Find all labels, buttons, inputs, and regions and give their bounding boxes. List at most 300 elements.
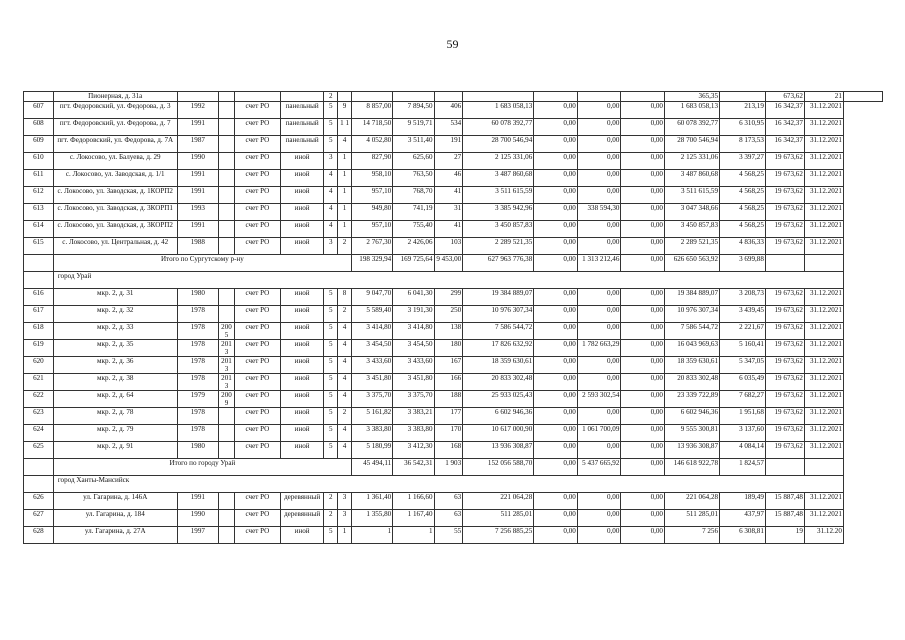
cell-date: 31.12.2021: [804, 408, 843, 425]
cell-fund-region: 0,00: [577, 136, 621, 153]
cell-residents: 1 903: [434, 459, 463, 476]
cell-fund-federal: 0,00: [534, 408, 578, 425]
cell-limit: 19 673,62: [765, 374, 804, 391]
cell-year: 1979: [177, 391, 218, 408]
cell-per-m2: 1 824,57: [720, 459, 766, 476]
cell-fund-federal: 0,00: [534, 204, 578, 221]
table-row: [24, 136, 883, 153]
table-cell: [338, 92, 352, 102]
cell-cost: 10 617 000,90: [463, 425, 534, 442]
cell-date: 31.12.2021: [804, 493, 843, 510]
cell-area-living: 36 542,31: [393, 459, 434, 476]
cell-address: с. Локосово, ул. Заводская, д. 3КОРП1: [53, 204, 177, 221]
cell-area-living: 3 414,80: [393, 323, 434, 340]
table-cell: [177, 92, 218, 102]
cell-area-living: 3 375,70: [393, 391, 434, 408]
cell-year: 1978: [177, 357, 218, 374]
cell-area-living: 3 433,60: [393, 357, 434, 374]
cell-material: иной: [280, 306, 324, 323]
table-cell: [765, 255, 804, 272]
table-row: [24, 221, 883, 238]
cell-date: 31.12.2021: [804, 170, 843, 187]
cell-year: 1978: [177, 323, 218, 340]
cell-residents: 55: [434, 527, 463, 544]
cell-address: ул. Гагарина, д. 27А: [53, 527, 177, 544]
cell-area-total: 198 329,94: [351, 255, 392, 272]
cell-year-renov: [218, 442, 234, 459]
cell-fund-local: 0,00: [621, 289, 665, 306]
cell-entrances: 1: [338, 170, 352, 187]
table-cell: [804, 255, 843, 272]
cell-residents: 534: [434, 119, 463, 136]
cell-per-m2: 4 568,25: [720, 204, 766, 221]
cell-per-m2: 5 160,41: [720, 340, 766, 357]
cell-num: 615: [24, 238, 54, 255]
cell-owners-fund: 10 976 307,34: [664, 306, 719, 323]
table-cell: [280, 92, 324, 102]
cell-floors: 5: [324, 136, 338, 153]
cell-fund-region: 0,00: [577, 238, 621, 255]
cell-date: 31.12.2021: [804, 510, 843, 527]
cell-year-renov: [218, 493, 234, 510]
cell-fund: счет РО: [235, 306, 281, 323]
cell-cost: 2 289 521,35: [463, 238, 534, 255]
cell-area-total: 2 767,30: [351, 238, 392, 255]
cell-num: 619: [24, 340, 54, 357]
cell-fund-region: 5 437 665,92: [577, 459, 621, 476]
table-cell: [577, 92, 621, 102]
cell-area-living: 768,70: [393, 187, 434, 204]
cell-fund-local: 0,00: [621, 459, 665, 476]
cell-owners-fund: 626 650 563,92: [664, 255, 719, 272]
cell-num: 620: [24, 357, 54, 374]
cell-num: 613: [24, 204, 54, 221]
cell-fund: счет РО: [235, 136, 281, 153]
cell-material: иной: [280, 238, 324, 255]
table-cell: [463, 92, 534, 102]
cell-fund: счет РО: [235, 408, 281, 425]
cell-fund-federal: 0,00: [534, 255, 578, 272]
cell-limit: 19 673,62: [765, 221, 804, 238]
cell-per-m2: 7 682,27: [720, 391, 766, 408]
cell-num: 616: [24, 289, 54, 306]
cell-year: 1991: [177, 493, 218, 510]
cell-fund-federal: 0,00: [534, 102, 578, 119]
cell-fund-region: 0,00: [577, 493, 621, 510]
cell-owners-fund: 60 078 392,77: [664, 119, 719, 136]
cell-floors: 5: [324, 323, 338, 340]
cell-year-renov: [218, 102, 234, 119]
cell-material: иной: [280, 170, 324, 187]
cell-date: 31.12.2021: [804, 102, 843, 119]
cell-floors: 5: [324, 119, 338, 136]
total-label: Итого по Сургутскому р-ну: [53, 255, 351, 272]
cell-address: мкр. 2, д. 64: [53, 391, 177, 408]
cell-year-renov: [218, 119, 234, 136]
cell-residents: 27: [434, 153, 463, 170]
cell-date: 31.12.2021: [804, 442, 843, 459]
table-row: [24, 408, 883, 425]
cell-fund-local: 0,00: [621, 119, 665, 136]
cell-cost: 17 826 632,92: [463, 340, 534, 357]
table-row: [24, 442, 883, 459]
cell-fund-federal: 0,00: [534, 238, 578, 255]
cell-fund-local: 0,00: [621, 527, 665, 544]
cell-fund-local: 0,00: [621, 493, 665, 510]
cell-address: ул. Гагарина, д. 146А: [53, 493, 177, 510]
cell-cost: 60 078 392,77: [463, 119, 534, 136]
cell-year: 1991: [177, 119, 218, 136]
cell-fund-federal: 0,00: [534, 510, 578, 527]
cell-per-m2: 3 137,60: [720, 425, 766, 442]
cell-address: с. Локосово, ул. Заводская, д. 1/1: [53, 170, 177, 187]
cell-area-living: 3 454,50: [393, 340, 434, 357]
cell-year: 1978: [177, 340, 218, 357]
cell-fund-federal: 0,00: [534, 374, 578, 391]
cell-address: с. Локосово, ул. Заводская, д. 3КОРП2: [53, 221, 177, 238]
cell-fund-region: 0,00: [577, 357, 621, 374]
cell-area-total: 957,10: [351, 221, 392, 238]
cell-residents: 41: [434, 221, 463, 238]
cell-owners-fund: 16 043 969,63: [664, 340, 719, 357]
cell-area-total: 3 454,50: [351, 340, 392, 357]
cell-area-living: 3 191,30: [393, 306, 434, 323]
cell-num: [24, 92, 54, 102]
cell-limit: 19 673,62: [765, 357, 804, 374]
cell-cost: 19 384 889,07: [463, 289, 534, 306]
cell-address: ул. Гагарина, д. 184: [53, 510, 177, 527]
cell-fund: счет РО: [235, 425, 281, 442]
cell-residents: 170: [434, 425, 463, 442]
cell-owners-fund: 19 384 889,07: [664, 289, 719, 306]
cell-date: 31.12.2021: [804, 221, 843, 238]
cell-per-m2: 4 568,25: [720, 170, 766, 187]
cell-floors: 3: [324, 238, 338, 255]
cell-fund-federal: 0,00: [534, 442, 578, 459]
cell-limit: 19 673,62: [765, 204, 804, 221]
cell-entrances: 4: [338, 340, 352, 357]
cell-fund-federal: 0,00: [534, 425, 578, 442]
cell-limit: 16 342,37: [765, 102, 804, 119]
cell-fund-federal: 0,00: [534, 340, 578, 357]
cell-fund: счет РО: [235, 374, 281, 391]
cell-num: 608: [24, 119, 54, 136]
cell-year-renov: [218, 306, 234, 323]
cell-date: 31.12.2021: [804, 187, 843, 204]
cell-owners-fund: 23 339 722,89: [664, 391, 719, 408]
cell-floors: 5: [324, 340, 338, 357]
cell-num: [24, 255, 54, 272]
cell-owners-fund: 3 450 857,83: [664, 221, 719, 238]
cell-date: 21: [804, 92, 843, 102]
cell-floors: 2: [324, 92, 338, 102]
cell-material: иной: [280, 153, 324, 170]
cell-floors: 2: [324, 493, 338, 510]
cell-area-total: 14 718,50: [351, 119, 392, 136]
cell-per-m2: 3 397,27: [720, 153, 766, 170]
table-row: [24, 187, 883, 204]
cell-owners-fund: 28 700 546,94: [664, 136, 719, 153]
cell-year-renov: [218, 510, 234, 527]
cell-cost: 3 511 615,59: [463, 187, 534, 204]
cell-fund-local: 0,00: [621, 306, 665, 323]
table-row: [24, 306, 883, 323]
cell-cost: 511 285,01: [463, 510, 534, 527]
cell-owners-fund: 7 256: [664, 527, 719, 544]
cell-fund-local: 0,00: [621, 221, 665, 238]
cell-fund: счет РО: [235, 442, 281, 459]
table-row: [24, 153, 883, 170]
cell-fund-region: 338 594,30: [577, 204, 621, 221]
cell-floors: 4: [324, 204, 338, 221]
cell-fund-region: 0,00: [577, 221, 621, 238]
cell-fund-region: 1 313 212,46: [577, 255, 621, 272]
cell-entrances: 4: [338, 391, 352, 408]
cell-owners-fund: 3 487 860,68: [664, 170, 719, 187]
section-heading: город Урай: [53, 272, 843, 289]
cell-per-m2: 6 310,95: [720, 119, 766, 136]
cell-area-total: 5 180,99: [351, 442, 392, 459]
cell-address: пгт. Федоровский, ул. Федорова, д. 7А: [53, 136, 177, 153]
cell-area-total: 949,80: [351, 204, 392, 221]
cell-fund: счет РО: [235, 170, 281, 187]
cell-fund-region: 0,00: [577, 527, 621, 544]
cell-residents: 103: [434, 238, 463, 255]
cell-fund: счет РО: [235, 221, 281, 238]
cell-area-living: 3 511,40: [393, 136, 434, 153]
cell-cost: 28 700 546,94: [463, 136, 534, 153]
cell-entrances: 4: [338, 136, 352, 153]
cell-floors: 5: [324, 442, 338, 459]
cell-num: 625: [24, 442, 54, 459]
cell-fund: счет РО: [235, 187, 281, 204]
cell-address: пгт. Федоровский, ул. Федорова, д. 7: [53, 119, 177, 136]
table-row: [24, 255, 883, 272]
cell-year-renov: 2009: [218, 391, 234, 408]
cell-year: 1980: [177, 289, 218, 306]
cell-date: 31.12.2021: [804, 306, 843, 323]
cell-num: 622: [24, 391, 54, 408]
cell-residents: 9 453,00: [434, 255, 463, 272]
cell-per-m2: 4 568,25: [720, 221, 766, 238]
cell-entrances: 1 1: [338, 119, 352, 136]
cell-material: панельный: [280, 119, 324, 136]
cell-residents: 180: [434, 340, 463, 357]
cell-limit: 19 673,62: [765, 153, 804, 170]
cell-fund: счет РО: [235, 391, 281, 408]
cell-fund-local: 0,00: [621, 170, 665, 187]
cell-floors: 4: [324, 187, 338, 204]
table-row: [24, 510, 883, 527]
cell-fund-federal: 0,00: [534, 391, 578, 408]
cell-per-m2: 1 951,68: [720, 408, 766, 425]
cell-cost: 1 683 058,13: [463, 102, 534, 119]
cell-material: иной: [280, 374, 324, 391]
cell-fund: счет РО: [235, 102, 281, 119]
cell-owners-fund: 13 936 308,87: [664, 442, 719, 459]
cell-num: [24, 272, 54, 289]
table-row: [24, 238, 883, 255]
cell-area-living: 3 383,80: [393, 425, 434, 442]
table-row: [24, 357, 883, 374]
cell-year-renov: [218, 425, 234, 442]
cell-material: иной: [280, 527, 324, 544]
cell-cost: 7 256 885,25: [463, 527, 534, 544]
cell-year: 1978: [177, 408, 218, 425]
cell-per-m2: 437,97: [720, 510, 766, 527]
cell-fund-federal: 0,00: [534, 289, 578, 306]
cell-address: мкр. 2, д. 38: [53, 374, 177, 391]
cell-material: иной: [280, 391, 324, 408]
table-row: [24, 289, 883, 306]
cell-entrances: 2: [338, 306, 352, 323]
table-row: [24, 323, 883, 340]
cell-fund: счет РО: [235, 323, 281, 340]
cell-fund-federal: 0,00: [534, 527, 578, 544]
cell-floors: 5: [324, 374, 338, 391]
cell-fund: счет РО: [235, 119, 281, 136]
table-cell: [534, 92, 578, 102]
cell-fund-region: 0,00: [577, 408, 621, 425]
cell-fund-region: 0,00: [577, 289, 621, 306]
cell-material: иной: [280, 357, 324, 374]
cell-limit: 19 673,62: [765, 187, 804, 204]
cell-owners-fund: 1 683 058,13: [664, 102, 719, 119]
cell-area-total: 3 414,80: [351, 323, 392, 340]
cell-area-total: 1 355,80: [351, 510, 392, 527]
cell-floors: 5: [324, 408, 338, 425]
cell-date: 31.12.2021: [804, 119, 843, 136]
cell-material: иной: [280, 425, 324, 442]
cell-owners-fund: 511 285,01: [664, 510, 719, 527]
table-cell: [351, 92, 392, 102]
cell-num: 609: [24, 136, 54, 153]
cell-area-living: 755,40: [393, 221, 434, 238]
cell-address: пгт. Федоровский, ул. Федорова, д. 3: [53, 102, 177, 119]
cell-area-total: 1 361,40: [351, 493, 392, 510]
cell-year-renov: [218, 187, 234, 204]
cell-owners-fund: 3 511 615,59: [664, 187, 719, 204]
cell-num: 623: [24, 408, 54, 425]
cell-date: 31.12.2021: [804, 238, 843, 255]
cell-address: с. Локосово, ул. Центральная, д. 42: [53, 238, 177, 255]
cell-floors: 5: [324, 306, 338, 323]
cell-fund-federal: 0,00: [534, 153, 578, 170]
table-row: [24, 204, 883, 221]
cell-owners-fund: 221 064,28: [664, 493, 719, 510]
cell-owners-fund: 2 125 331,06: [664, 153, 719, 170]
cell-floors: 5: [324, 391, 338, 408]
cell-area-living: 1 167,40: [393, 510, 434, 527]
cell-num: 621: [24, 374, 54, 391]
cell-entrances: 1: [338, 221, 352, 238]
cell-date: 31.12.2021: [804, 357, 843, 374]
table-cell: [765, 459, 804, 476]
cell-fund-region: 0,00: [577, 306, 621, 323]
cell-floors: 5: [324, 289, 338, 306]
cell-date: 31.12.2021: [804, 391, 843, 408]
table-row: [24, 425, 883, 442]
cell-fund-region: 1 061 700,09: [577, 425, 621, 442]
cell-cost: 25 933 025,43: [463, 391, 534, 408]
table-cell: [804, 459, 843, 476]
cell-fund-federal: 0,00: [534, 323, 578, 340]
cell-owners-fund: 2 289 521,35: [664, 238, 719, 255]
cell-material: иной: [280, 340, 324, 357]
cell-per-m2: 6 308,81: [720, 527, 766, 544]
table-row: [24, 527, 883, 544]
cell-fund-local: 0,00: [621, 187, 665, 204]
table-row: [24, 102, 883, 119]
cell-per-m2: 3 439,45: [720, 306, 766, 323]
cell-fund-federal: 0,00: [534, 493, 578, 510]
cell-floors: 4: [324, 221, 338, 238]
cell-fund: счет РО: [235, 340, 281, 357]
cell-date: 31.12.2021: [804, 425, 843, 442]
cell-address: Пионерная, д. 31а: [53, 92, 177, 102]
cell-limit: 19 673,62: [765, 289, 804, 306]
cell-year-renov: [218, 527, 234, 544]
cell-fund: счет РО: [235, 153, 281, 170]
cell-year: 1990: [177, 510, 218, 527]
cell-owners-fund: 7 586 544,72: [664, 323, 719, 340]
cell-year: 1978: [177, 374, 218, 391]
cell-year: 1992: [177, 102, 218, 119]
cell-date: 31.12.2021: [804, 153, 843, 170]
cell-residents: 166: [434, 374, 463, 391]
cell-entrances: 9: [338, 102, 352, 119]
table-cell: [434, 92, 463, 102]
cell-address: мкр. 2, д. 31: [53, 289, 177, 306]
cell-residents: 63: [434, 510, 463, 527]
cell-year-renov: [218, 408, 234, 425]
cell-residents: 63: [434, 493, 463, 510]
cell-per-m2: 3 699,88: [720, 255, 766, 272]
cell-fund: счет РО: [235, 527, 281, 544]
cell-address: мкр. 2, д. 35: [53, 340, 177, 357]
cell-year: 1990: [177, 153, 218, 170]
cell-fund-local: 0,00: [621, 408, 665, 425]
cell-num: 617: [24, 306, 54, 323]
cell-fund-region: 0,00: [577, 153, 621, 170]
cell-floors: 5: [324, 357, 338, 374]
cell-material: иной: [280, 323, 324, 340]
cell-cost: 3 487 860,68: [463, 170, 534, 187]
cell-area-living: 2 426,06: [393, 238, 434, 255]
cell-cost: 2 125 331,06: [463, 153, 534, 170]
cell-material: деревянный: [280, 510, 324, 527]
cell-date: 31.12.2021: [804, 323, 843, 340]
cell-fund-region: 2 593 302,54: [577, 391, 621, 408]
cell-limit: 19: [765, 527, 804, 544]
table-row: [24, 374, 883, 391]
cell-limit: 673,62: [765, 92, 804, 102]
cell-year-renov: [218, 136, 234, 153]
cell-fund-region: 0,00: [577, 170, 621, 187]
cell-fund-local: 0,00: [621, 391, 665, 408]
cell-fund: счет РО: [235, 510, 281, 527]
cell-year-renov: [218, 204, 234, 221]
cell-address: мкр. 2, д. 33: [53, 323, 177, 340]
cell-fund-local: 0,00: [621, 442, 665, 459]
cell-num: 628: [24, 527, 54, 544]
cell-entrances: 1: [338, 204, 352, 221]
cell-num: 607: [24, 102, 54, 119]
cell-fund-region: 0,00: [577, 510, 621, 527]
cell-per-m2: 4 836,33: [720, 238, 766, 255]
cell-fund-local: 0,00: [621, 102, 665, 119]
cell-material: иной: [280, 204, 324, 221]
